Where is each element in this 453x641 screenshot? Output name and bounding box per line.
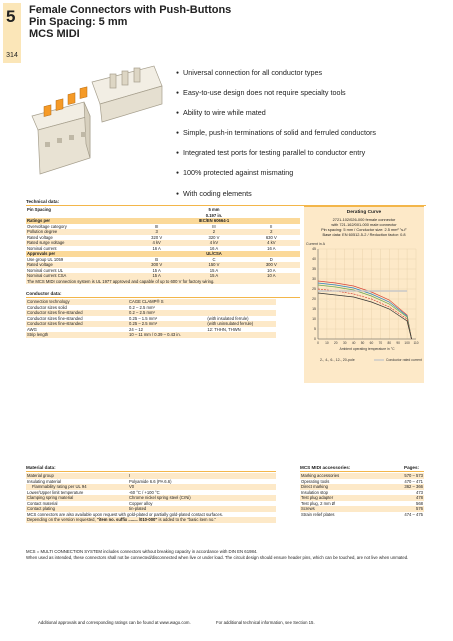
table-cell: Contact plating bbox=[26, 506, 128, 512]
feature-item: ● With coding elements bbox=[176, 184, 376, 204]
table-cell: AWG bbox=[27, 326, 37, 332]
table-cell: Use group UL 1059 bbox=[27, 256, 64, 262]
table-row bbox=[26, 321, 276, 327]
table-cell: 4 kV bbox=[243, 240, 300, 246]
series-line bbox=[318, 285, 412, 339]
feature-item: ● Integrated test ports for testing parallel to conductor entry bbox=[176, 143, 376, 163]
table-cell: Nominal current UL bbox=[27, 267, 64, 273]
table-cell: 576 bbox=[382, 506, 424, 512]
table-cell: Rated voltage bbox=[27, 234, 53, 240]
x-tick-label: 70 bbox=[378, 341, 383, 345]
material-note-suffix bbox=[26, 517, 276, 523]
table-cell: 473 bbox=[416, 489, 423, 495]
table-cell: Rated voltage bbox=[26, 262, 128, 268]
feature-item: ● Simple, push-in terminations of solid and ferruled conductors bbox=[176, 123, 376, 143]
table-cell: Contact material bbox=[27, 500, 58, 506]
table-cell: 16 A bbox=[267, 245, 276, 251]
table-cell: tin-plated bbox=[128, 506, 276, 512]
table-cell: II bbox=[270, 223, 273, 229]
table-cell: V0 bbox=[128, 484, 276, 490]
table-row bbox=[26, 279, 300, 285]
table-cell: Conductor sizes fine-stranded bbox=[26, 310, 128, 316]
table-cell: Connection technology bbox=[26, 299, 128, 305]
x-tick-label: 40 bbox=[351, 341, 356, 345]
table-cell: 150 V bbox=[185, 262, 242, 268]
table-cell: 16 A bbox=[152, 245, 161, 251]
table-cell: 320 V bbox=[208, 234, 220, 240]
table-cell: 10 – 11 mm / 0.39 – 0.43 in. bbox=[128, 332, 206, 338]
table-cell: III bbox=[212, 223, 216, 229]
table-cell: IEC/EN 60664-1 bbox=[128, 218, 300, 224]
table-cell: Ratings per bbox=[26, 218, 128, 224]
y-tick-label: 30 bbox=[312, 277, 316, 282]
derating-line: Pin spacing: 5 mm / Conductor size: 2.5 mm² "s-f" bbox=[321, 227, 407, 232]
pages-label: Pages: bbox=[404, 465, 420, 470]
x-axis-label: Ambient operating temperature in °C bbox=[339, 347, 395, 351]
x-tick-label: 90 bbox=[396, 341, 400, 345]
page-number: 314 bbox=[6, 52, 18, 59]
material-note: MCS connectors are also available upon request with gold-plated or partially gold-plated contact surfaces. bbox=[27, 511, 223, 517]
note-item-suffix: "item no. suffix ........ /010-000" bbox=[96, 517, 158, 522]
table-cell: 15 A bbox=[185, 273, 242, 279]
series-line bbox=[318, 293, 412, 339]
table-cell: 3 bbox=[128, 229, 185, 235]
table-cell bbox=[206, 332, 276, 338]
section-divider bbox=[26, 297, 300, 298]
derating-line: Base data: EN 60512-5-2 / Reduction factor: 0.8 bbox=[322, 232, 406, 237]
footnote-paragraph: When used as intended, these connectors shall not be connected/disconnected when live or under load. The circuit design should ensure header pins, which can be touched, are not live when unmated. bbox=[26, 554, 409, 560]
table-cell: 570 – 573 bbox=[382, 473, 424, 479]
table-cell: -60 °C / +100 °C bbox=[129, 489, 160, 495]
section-divider bbox=[26, 471, 276, 472]
table-cell: Strain relief plates bbox=[301, 511, 335, 517]
table-cell: 630 V bbox=[265, 234, 277, 240]
y-tick-label: 15 bbox=[312, 307, 316, 312]
y-tick-label: 20 bbox=[312, 297, 316, 302]
conductor-table bbox=[26, 299, 276, 338]
x-tick-label: 80 bbox=[387, 341, 392, 345]
table-cell: Lower/Upper limit temperature bbox=[27, 489, 84, 495]
y-tick-label: 0 bbox=[314, 337, 316, 342]
derating-box bbox=[304, 206, 424, 383]
table-cell: B bbox=[155, 256, 159, 262]
x-tick-label: 60 bbox=[369, 341, 374, 345]
title-line-3: MCS MIDI bbox=[29, 28, 80, 40]
y-tick-label: 40 bbox=[312, 257, 316, 262]
feature-item: ● Easy-to-use design does not require specialty tools bbox=[176, 83, 376, 103]
note-text: Depending on the version requested, bbox=[27, 517, 97, 522]
pin-spacing-label: Pin Spacing bbox=[27, 207, 51, 212]
y-tick-label: 35 bbox=[312, 267, 316, 272]
table-cell: UL/CSA bbox=[128, 251, 300, 257]
table-cell: 300 V bbox=[243, 262, 300, 268]
x-tick-label: 0 bbox=[317, 341, 319, 345]
table-cell: 4 kV bbox=[185, 240, 242, 246]
pin-spacing-value: 5 mm bbox=[208, 207, 220, 212]
table-cell: D bbox=[269, 256, 273, 262]
table-row bbox=[300, 512, 424, 518]
section-tab bbox=[3, 3, 21, 63]
y-axis-label: Current in A bbox=[306, 242, 325, 246]
y-tick-label: 25 bbox=[312, 287, 316, 292]
title-line-1: Female Connectors with Push-Buttons bbox=[29, 4, 232, 16]
table-cell: Screws bbox=[300, 506, 382, 512]
feature-list bbox=[176, 63, 376, 204]
y-tick-label: 10 bbox=[312, 317, 316, 322]
table-cell: Nominal current bbox=[27, 245, 57, 251]
table-cell: 0.25 – 1.5 mm² bbox=[129, 315, 158, 321]
table-cell: 0.2 – 2.5 mm² bbox=[129, 304, 155, 310]
material-table bbox=[26, 473, 276, 523]
y-tick-label: 5 bbox=[314, 327, 316, 332]
footnote-paragraph: MCS = MULTI CONNECTION SYSTEM includes connectors without breaking capacity in accordance with DIN EN 61984. bbox=[26, 549, 258, 554]
table-cell: 474 – 475 bbox=[404, 511, 423, 517]
page-title bbox=[29, 4, 231, 40]
table-cell: 320 V bbox=[151, 234, 163, 240]
feature-item: ● 100% protected against mismating bbox=[176, 163, 376, 183]
material-heading: Material data: bbox=[26, 465, 56, 470]
table-cell: 478 bbox=[382, 495, 424, 501]
derating-line: 2721-102/026-000 female connector bbox=[332, 217, 396, 222]
derating-chart bbox=[304, 239, 424, 383]
bottom-note-left: Additional approvals and corresponding ratings can be found at www.wago.com. bbox=[38, 620, 191, 625]
table-cell: 2 bbox=[185, 229, 242, 235]
table-cell: 24 – 12 bbox=[129, 326, 143, 332]
table-cell: 300 V bbox=[128, 262, 185, 268]
derating-line: with 721-162/001-000 male connector bbox=[331, 222, 397, 227]
x-tick-label: 30 bbox=[342, 341, 347, 345]
table-cell: 470 – 471 bbox=[404, 478, 423, 484]
table-cell: C bbox=[212, 256, 216, 262]
series-line bbox=[318, 289, 412, 339]
accessories-table bbox=[300, 473, 424, 517]
table-cell: Marking accessories bbox=[300, 473, 382, 479]
x-tick-label: 20 bbox=[334, 341, 338, 345]
table-cell: Conductor sizes fine-stranded bbox=[27, 315, 83, 321]
table-cell: Material group bbox=[26, 473, 128, 479]
table-cell: Test plug, 2 mm Ø bbox=[301, 500, 335, 506]
table-cell: Direct marking bbox=[300, 484, 382, 490]
table-cell: Conductor sizes fine-stranded bbox=[26, 321, 128, 327]
table-cell: 0.2 – 2.5 mm² bbox=[128, 310, 206, 316]
feature-item: ● Ability to wire while mated bbox=[176, 103, 376, 123]
table-cell: 362 – 366 bbox=[382, 484, 424, 490]
table-cell: Nominal current CSA bbox=[26, 273, 128, 279]
table-cell: III bbox=[154, 223, 159, 229]
table-cell: CAGE CLAMP® S bbox=[128, 299, 206, 305]
title-line-2: Pin Spacing: 5 mm bbox=[29, 16, 128, 28]
product-photo bbox=[14, 64, 164, 184]
table-cell: Strip length bbox=[26, 332, 128, 338]
note-text: is added to the "basic item no." bbox=[157, 517, 216, 522]
technical-heading: Technical data: bbox=[26, 199, 60, 204]
table-cell: 15 A bbox=[209, 267, 219, 273]
table-cell: Insulating material bbox=[27, 478, 61, 484]
table-cell: 10 A bbox=[267, 267, 276, 273]
table-cell: Rated surge voltage bbox=[26, 240, 128, 246]
section-number: 5 bbox=[6, 7, 16, 26]
x-tick-label: 110 bbox=[413, 341, 419, 345]
table-cell: Conductor sizes solid bbox=[27, 304, 67, 310]
technical-table bbox=[26, 207, 300, 284]
table-cell: Overvoltage category bbox=[27, 223, 67, 229]
table-cell: Clamping spring material bbox=[26, 495, 128, 501]
table-cell: 15 A bbox=[128, 273, 185, 279]
table-cell: Test plug adapter bbox=[300, 495, 382, 501]
accessories-heading: MCS MIDI accessories: bbox=[300, 465, 351, 470]
technical-note: The MCS MIDI connection system is UL 1977 approved and capable of up to 600 V for factory wiring. bbox=[26, 279, 300, 285]
table-cell: 12: THHN, THWN bbox=[207, 326, 241, 332]
conductor-heading: Conductor data: bbox=[26, 291, 62, 296]
table-cell: 10 A bbox=[243, 273, 300, 279]
table-cell: I bbox=[128, 473, 276, 479]
table-cell: Pollution degree bbox=[26, 229, 128, 235]
table-cell: 2 bbox=[243, 229, 300, 235]
legend-limit: Conductor rated current bbox=[386, 358, 422, 362]
table-cell: Approvals per bbox=[26, 251, 128, 257]
footnote bbox=[26, 549, 424, 560]
x-tick-label: 100 bbox=[404, 341, 410, 345]
table-cell: 15 A bbox=[152, 267, 161, 273]
x-tick-label: 50 bbox=[360, 341, 365, 345]
table-row bbox=[26, 332, 276, 338]
legend-series: 2-, 4-, 6-, 12-, 20-pole bbox=[320, 358, 355, 362]
table-cell: Operating tools bbox=[301, 478, 330, 484]
table-cell: Polyamide 6.6 (PA 6.6) bbox=[129, 478, 172, 484]
table-cell: 568 bbox=[416, 500, 423, 506]
derating-description bbox=[304, 217, 424, 237]
derating-title: Derating Curve bbox=[346, 210, 382, 215]
section-divider bbox=[300, 471, 424, 472]
feature-item: ● Universal connection for all conductor types bbox=[176, 63, 376, 83]
table-cell: Flammability rating per UL 94 bbox=[26, 484, 128, 490]
table-row bbox=[26, 517, 276, 523]
table-cell: Copper alloy bbox=[129, 500, 153, 506]
y-tick-label: 45 bbox=[312, 247, 316, 252]
table-cell: 16 A bbox=[209, 245, 219, 251]
table-cell: (with insulated ferrule) bbox=[207, 315, 249, 321]
table-cell: Insulation stop bbox=[301, 489, 329, 495]
pin-spacing-inch: 0.197 in. bbox=[205, 212, 223, 218]
table-cell: 0.25 – 2.5 mm² bbox=[128, 321, 206, 327]
bottom-note-right: For additional technical information, see Section 15. bbox=[216, 620, 315, 625]
table-cell: 4 kV bbox=[128, 240, 185, 246]
table-cell: (with uninsulated ferrule) bbox=[206, 321, 276, 327]
x-tick-label: 10 bbox=[325, 341, 329, 345]
table-cell: Chrome nickel spring steel (CrNi) bbox=[128, 495, 276, 501]
